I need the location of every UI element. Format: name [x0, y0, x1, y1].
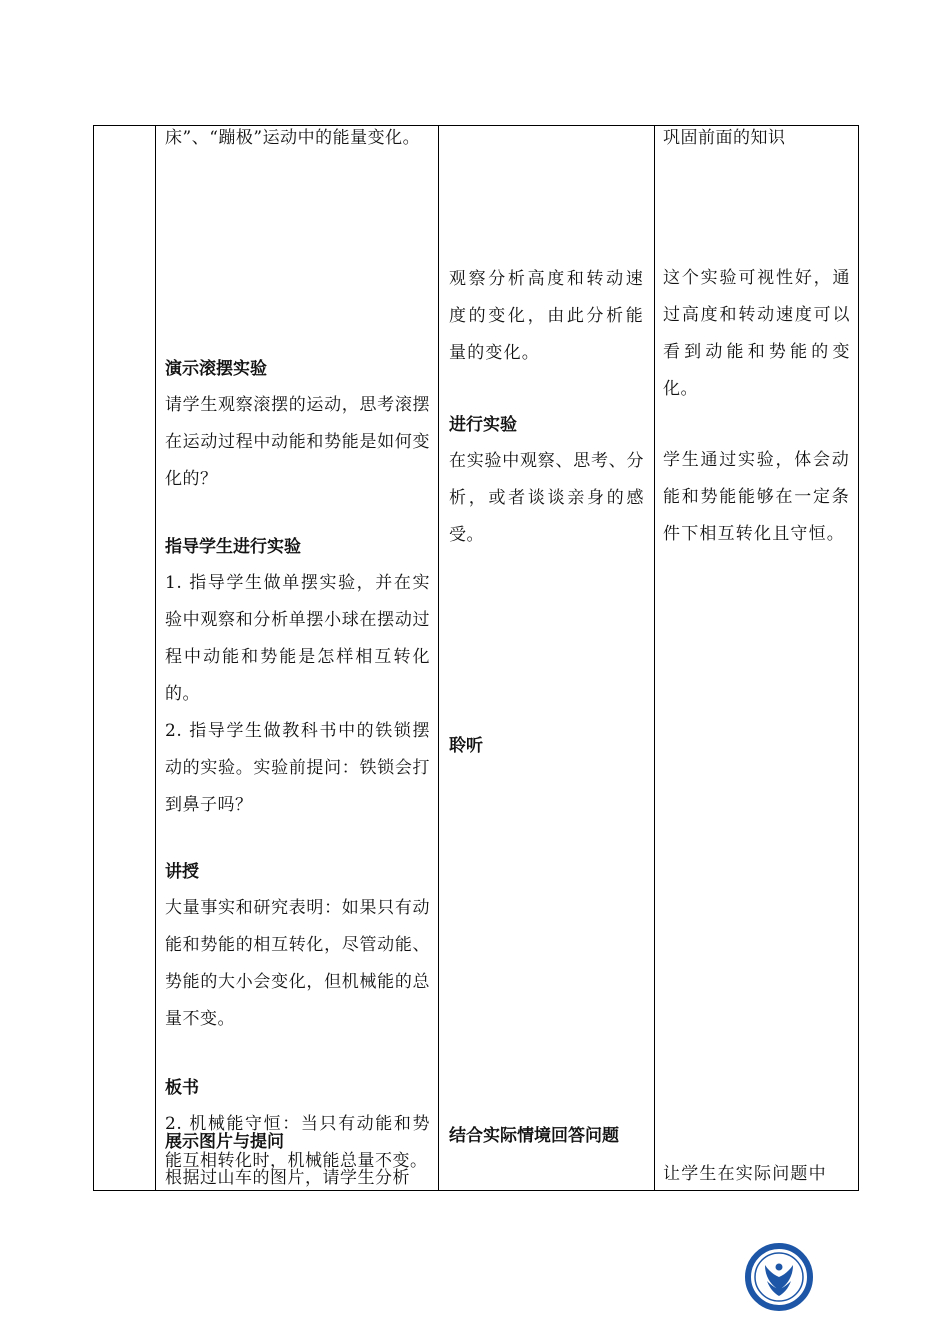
- experiment-heading: 进行实验: [449, 415, 517, 435]
- guide-experiment-item-2: 2. 指导学生做教科书中的铁锁摆动的实验。实验前提问：铁锁会打到鼻子吗？: [165, 721, 430, 815]
- lesson-plan-table: [93, 125, 859, 1191]
- lecture-text: 大量事实和研究表明：如果只有动能和势能的相互转化，尽管动能、势能的大小会变化，但机械能的总量不变。: [165, 898, 430, 1029]
- experience-text: 学生通过实验，体会动能和势能能够在一定条件下相互转化且守恒。: [663, 450, 850, 544]
- intro-text: 床”、“蹦极”运动中的能量变化。: [165, 128, 421, 148]
- rolling-pendulum-heading: 演示滚摆实验: [165, 359, 267, 379]
- design-intent-cell: [655, 126, 859, 1191]
- teacher-activity-cell: [156, 126, 439, 1191]
- lecture-heading: 讲授: [165, 862, 199, 882]
- answer-heading: 结合实际情境回答问题: [449, 1126, 619, 1146]
- show-pictures-section: [156, 1124, 438, 1197]
- school-emblem-icon: [745, 1243, 813, 1311]
- table-row: [94, 126, 859, 1191]
- guide-experiment-section: [156, 529, 438, 824]
- listen-heading: 聆听: [449, 736, 483, 756]
- observe-text: 观察分析高度和转动速度的变化，由此分析能量的变化。: [449, 269, 644, 363]
- student-activity-cell: [439, 126, 655, 1191]
- experiment-text: 在实验中观察、思考、分析，或者谈谈亲身的感受。: [449, 451, 644, 545]
- rolling-pendulum-text: 请学生观察滚摆的运动，思考滚摆在运动过程中动能和势能是如何变化的？: [165, 395, 430, 489]
- apply-text: 让学生在实际问题中: [663, 1164, 827, 1184]
- board-writing-text: 2. 机械能守恒：当只有动能和势能互相转化时，机械能总量不变。: [165, 1114, 430, 1171]
- stage-column-cell: [94, 126, 156, 1191]
- guide-experiment-heading: 指导学生进行实验: [165, 537, 301, 557]
- visibility-text: 这个实验可视性好，通过高度和转动速度可以看到动能和势能的变化。: [663, 268, 850, 399]
- show-pictures-heading: 展示图片与提问: [165, 1132, 284, 1152]
- show-pictures-text: 根据过山车的图片，请学生分析: [165, 1168, 410, 1188]
- board-writing-heading: 板书: [165, 1078, 199, 1098]
- guide-experiment-item-1: 1. 指导学生做单摆实验，并在实验中观察和分析单摆小球在摆动过程中动能和势能是怎样相互转化的。: [165, 573, 430, 704]
- lecture-section: [156, 854, 438, 1038]
- rolling-pendulum-section: [156, 351, 438, 498]
- experiment-section: [439, 407, 654, 554]
- consolidate-text: 巩固前面的知识: [663, 128, 786, 148]
